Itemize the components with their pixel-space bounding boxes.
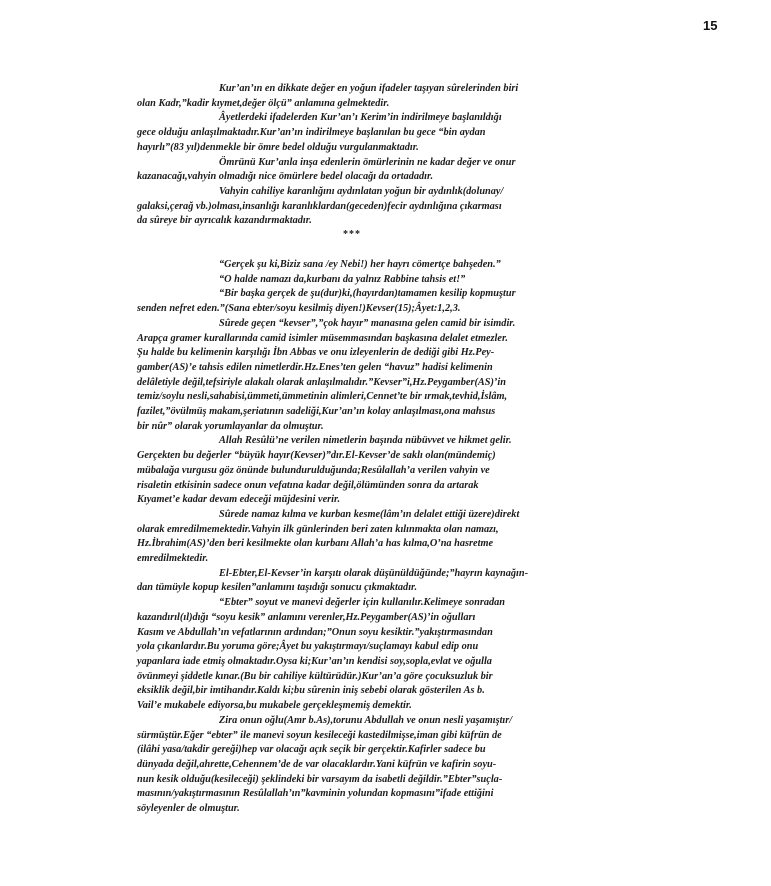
text-line: gece olduğu anlaşılmaktadır.Kur’an’ın indirilmeye başlanılan bu gece “bin aydan [137, 127, 486, 139]
text-line: “Ebter” soyut ve manevi değerler için kullanılır.Kelimeye sonradan [219, 597, 506, 609]
text-line: kazandırıl(ıl)dığı “soyu kesik” anlamını verenler,Hz.Peygamber(AS)’in oğulları [137, 611, 476, 623]
text-line: dan tümüyle kopup kesilen”anlamını taşıdığı sonucu çıkmaktadır. [137, 582, 418, 594]
text-line: Hz.İbrahim(AS)’den beri kesilmekte olan kurbanı Allah’a has kılma,O’na hasretme [137, 538, 494, 550]
text-block-kevser [137, 258, 637, 817]
text-line: Allah Resûlü’ne verilen nimetlerin başında nübüvvet ve hikmet gelir. [219, 435, 512, 447]
text-line: masının/yakıştırmasının Resûlallah’ın”kavminin yolundan kopmasını”ifade ettiğini [137, 788, 494, 800]
text-line: El-Ebter,El-Kevser’in karşıtı olarak düşünüldüğünde;”hayrın kaynağın- [219, 567, 529, 579]
text-line: temiz/soylu nesli,sahabisi,ümmeti,ümmetinin alimleri,Cennet’te bir ırmak,tevhid,İslâm, [137, 391, 508, 403]
text-line: Sûrede geçen “kevser”,”çok hayır” manasına gelen camid bir isimdir. [219, 317, 516, 329]
text-line: Vail’e mukabele ediyorsa,bu mukabele gerçekleşmemiş demektir. [137, 700, 412, 712]
text-line: senden nefret eden.”(Sana ebter/soyu kesilmiş diyen!)Kevser(15);Âyet:1,2,3. [137, 303, 461, 315]
text-line: Kur’an’ın en dikkate değer en yoğun ifadeler taşıyan sûrelerinden biri [219, 83, 519, 94]
text-line: Zira onun oğlu(Amr b.As),torunu Abdullah ve onun nesli yaşamıştır/ [219, 714, 513, 726]
text-line: eksiklik değil,bir imtihandır.Kaldı ki;bu sûrenin iniş sebebi olarak gösterilen As b. [137, 685, 485, 697]
text-line: Sûrede namaz kılma ve kurban kesme(lâm’ın delalet ettiği üzere)direkt [219, 508, 520, 520]
text-line: bir nûr” olarak yorumlayanlar da olmuştur. [137, 420, 324, 432]
text-line: sürmüştür.Eğer “ebter” ile manevi soyun kesileceği kastedilmişse,iman gibi küfrün de [137, 729, 502, 741]
text-line: yapanlara iade etmiş olmaktadır.Oysa ki;Kur’an’ın kendisi soy,sopla,evlat ve oğulla [137, 655, 492, 667]
text-line: yola çıkanlardır.Bu yoruma göre;Âyet bu yakıştırmayı/suçlamayı kabul edip onu [137, 641, 479, 653]
text-line: Kasım ve Abdullah’ın vefatlarının ardından;”Onun soyu kesiktir.”yakıştırmasından [137, 626, 493, 638]
text-line: Âyetlerdeki ifadelerden Kur’an’ı Kerim’in indirilmeye başlanıldığı [219, 112, 502, 124]
page-number: 15 [703, 18, 718, 33]
text-line: (ilâhi yasa/takdir gereği)hep var olacağı açık seçik bir gerçektir.Kafirler sadece bu [137, 744, 486, 756]
text-line: fazilet,”övülmüş makam,şeriatının sadeliği,Kur’an’ın kolay anlaşılması,ona mahsus [137, 406, 496, 418]
text-line: dünyada değil,ahrette,Cehennem’de de var olacaklardır.Yani küfrün ve kafirin soyu- [137, 758, 497, 770]
text-line: galaksi,çerağ vb.)olması,insanlığı karanlıklardan(geceden)fecir aydınlığına çıkarması [137, 200, 502, 212]
text-line: Gerçekten bu değerler “büyük hayır(Kevser)”dır.El-Kevser’de saklı olan(mündemiç) [137, 450, 496, 462]
text-line: Vahyin cahiliye karanlığını aydınlatan yoğun bir aydınlık(dolunay/ [219, 185, 504, 197]
text-line: kazanacağı,vahyin olmadığı nice ömürlere bedel olacağı da ortadadır. [137, 171, 434, 183]
text-line: olan Kadr,”kadir kıymet,değer ölçü” anlamına gelmektedir. [137, 97, 390, 109]
text-line: nun kesik olduğu(kesileceği) şeklindeki bir varsayım da isabetli değildir.”Ebter”suçla- [137, 773, 503, 785]
text-line: mübalağa vurgusu göz önünde bulundurulduğunda;Resûlallah’a verilen vahyin ve [137, 464, 490, 476]
text-line: “Gerçek şu ki,Biziz sana /ey Nebi!) her hayrı cömertçe bahşeden.” [219, 259, 501, 270]
text-line: risaletin etkisinin sadece onun vefatına kadar değil,ölümünden sonra da artarak [137, 479, 479, 491]
text-line: “Bir başka gerçek de şu(dur)ki,(hayırdan)tamamen kesilip kopmuştur [219, 288, 516, 300]
text-line: “O halde namazı da,kurbanı da yalnız Rabbine tahsis et!” [219, 273, 466, 285]
text-line: hayırlı”(83 yıl)denmekle bir ömre bedel olduğu vurgulanmaktadır. [137, 141, 419, 153]
text-line: olarak emredilmemektedir.Vahyin ilk günlerinden beri zaten kılınmakta olan namazı, [137, 523, 499, 535]
text-line: söyleyenler de olmuştur. [137, 803, 240, 815]
text-line: emredilmektedir. [137, 553, 209, 565]
text-line: Arapça gramer kurallarında camid isimler müsemmasından başkasına delalet etmezler. [137, 332, 509, 344]
text-line: övünmeyi şiddetle kınar.(Bu bir cahiliye kültürüdür.)Kur’an’a göre çocuksuzluk bir [137, 670, 493, 682]
text-line: delâletiyle değil,tefsiriyle alakalı olarak anlaşılmalıdır.”Kevser”i,Hz.Peygamber(AS)’in [137, 376, 506, 388]
text-line: gamber(AS)’e tahsis edilen nimetlerdir.Hz.Enes’ten gelen “havuz” hadisi kelimenin [137, 361, 493, 373]
text-line: Kıyamet’e kadar devam edeceği müjdesini verir. [137, 494, 341, 506]
text-line: da sûreye bir ayrıcalık kazandırmaktadır. [137, 215, 312, 227]
text-line: Ömrünü Kur’anla inşa edenlerin ömürlerinin ne kadar değer ve onur [219, 156, 516, 168]
text-line: Şu halde bu kelimenin karşılığı İbn Abbas ve onu izleyenlerin de dediği gibi Hz.Pey- [137, 347, 495, 359]
text-block-intro [137, 82, 637, 229]
section-separator: *** [343, 229, 361, 240]
